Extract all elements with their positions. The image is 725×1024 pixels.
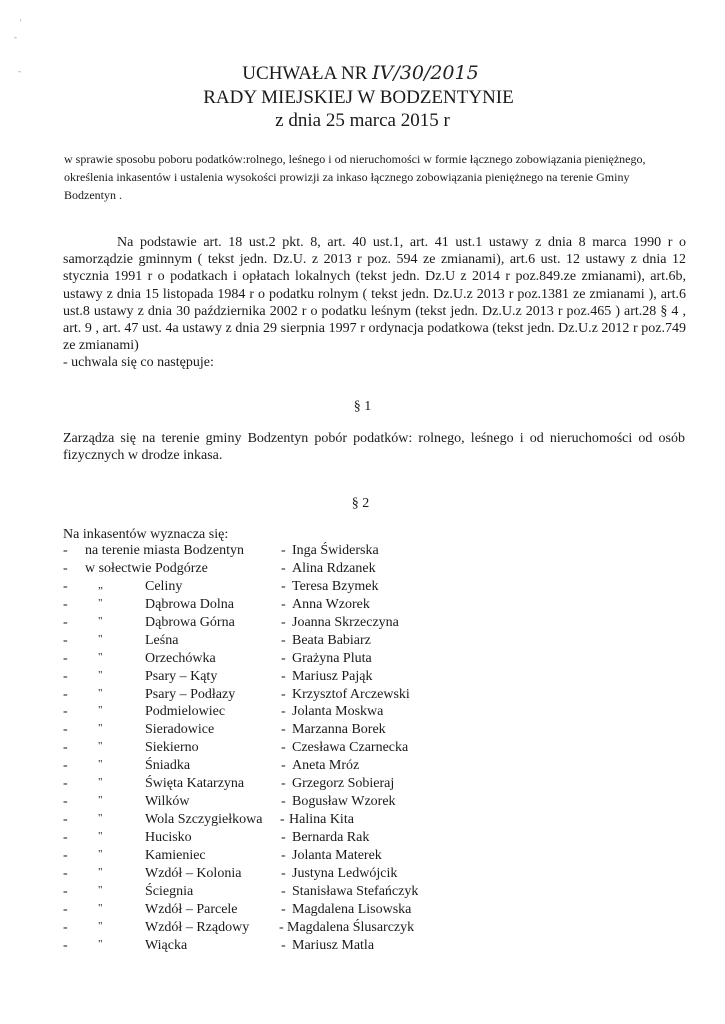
collector-row: [63, 651, 683, 669]
row-village: Ściegnia: [145, 883, 194, 899]
row-collector-name: Jolanta Moskwa: [292, 704, 384, 720]
resolution-title-text: UCHWAŁA NR: [242, 63, 373, 84]
row-dash: -: [63, 830, 68, 845]
row-village: Hucisko: [145, 830, 192, 845]
collector-row: [63, 579, 683, 597]
row-collector-name: Bernarda Rak: [292, 830, 370, 845]
row-separator: -: [281, 614, 286, 630]
ditto-mark: ": [98, 650, 103, 663]
row-collector-name: Beata Babiarz: [292, 632, 371, 648]
row-village: Dąbrowa Dolna: [145, 596, 235, 612]
section-2-heading: § 2: [351, 496, 370, 511]
row-collector-name: Magdalena Ślusarczyk: [287, 919, 415, 935]
section-1-text: Zarządza się na terenie gminy Bodzentyn pobór podatków: rolnego, leśnego i od nieruchomości od osób fizycznych w drodze inkasa.: [63, 431, 685, 463]
row-dash: -: [63, 632, 68, 648]
row-collector-name: Justyna Ledwójcik: [292, 865, 398, 881]
row-area-label: na terenie miasta Bodzentyn: [85, 543, 244, 558]
row-dash: -: [63, 937, 68, 953]
legal-basis-text: Na podstawie art. 18 ust.2 pkt. 8, art. 40 ust.1, art. 41 ust.1 ustawy z dnia 8 marca 1990 r o samorządzie gminnym ( tekst jedn. Dz.U. z 2013 r poz. 594 ze zmianami), art.6 ust. 12 ustawy z dnia 12 stycznia 1991 r o podatkach i opłatach lokalnych (tekst jedn. Dz.U z 2014 r poz.849.ze zmianami), art.6b, ustawy z dnia 15 listopada 1984 r o podatku rolnym ( tekst jedn. Dz.U.z 2013 r poz.1381 ze zmianami ), art.6 ust.8 ustawy z dnia 30 października 2002 r o podatku leśnym (tekst jedn. Dz.U.z 2013 r poz.465 ) art.28 § 4 , art. 9 , art. 47 ust. 4a ustawy z dnia 29 sierpnia 1997 r ordynacja podatkowa (tekst jedn. Dz.U.z 2012 r poz.749 ze zmianami): [63, 235, 686, 354]
row-village: Psary – Kąty: [145, 668, 218, 684]
row-dash: -: [63, 686, 68, 702]
row-village: Leśna: [145, 632, 179, 648]
row-collector-name: Grzegorz Sobieraj: [292, 776, 395, 792]
row-collector-name: Anna Wzorek: [292, 596, 370, 612]
collector-row: [63, 866, 683, 884]
resolution-subject: w sprawie sposobu poboru podatków:rolnego, leśnego i od nieruchomości w formie łącznego zobowiązania pieniężnego, określenia inkasentów i ustalenia wysokości prowizji za inkaso łącznego zobowiązania pieniężnego na terenie Gminy Bodzentyn .: [64, 152, 646, 202]
collector-row: [63, 884, 683, 902]
ditto-mark: ": [98, 614, 103, 627]
ditto-mark: ": [98, 758, 103, 771]
scan-speck: -: [14, 32, 17, 42]
row-dash: -: [63, 543, 68, 558]
row-village: Wola Szczygiełkowa: [145, 812, 263, 828]
ditto-mark: ": [98, 704, 103, 717]
row-dash: -: [63, 794, 68, 810]
ditto-mark: ": [98, 722, 103, 735]
row-village: Wzdół – Kolonia: [145, 865, 242, 881]
collector-row: [63, 812, 683, 830]
row-collector-name: Jolanta Materek: [292, 847, 382, 863]
ditto-mark: ": [98, 794, 103, 807]
row-collector-name: Stanisława Stefańczyk: [292, 883, 419, 899]
row-separator: -: [281, 883, 286, 899]
row-village: Sieradowice: [145, 722, 215, 738]
row-separator: -: [281, 937, 286, 953]
collector-row: [63, 543, 683, 561]
row-separator: -: [281, 668, 286, 684]
ditto-mark: ": [98, 865, 103, 878]
row-dash: -: [63, 883, 68, 899]
row-village: Celiny: [145, 578, 183, 594]
ditto-mark: ": [98, 919, 103, 932]
row-dash: -: [63, 865, 68, 881]
row-separator: -: [281, 704, 286, 720]
ditto-mark: ": [98, 830, 103, 842]
ditto-mark: ": [98, 901, 103, 914]
row-dash: -: [63, 847, 68, 863]
row-collector-name: Inga Świderska: [292, 543, 379, 558]
row-separator: -: [281, 686, 286, 702]
row-separator: -: [281, 740, 286, 756]
row-separator: -: [281, 901, 286, 917]
collector-row: [63, 722, 683, 740]
ditto-mark: „: [98, 578, 103, 591]
row-separator: -: [281, 776, 286, 792]
row-dash: -: [63, 704, 68, 720]
row-collector-name: Teresa Bzymek: [292, 578, 379, 594]
row-collector-name: Krzysztof Arczewski: [292, 686, 410, 702]
collector-row: [63, 687, 683, 705]
row-dash: -: [63, 560, 68, 576]
row-dash: -: [63, 722, 68, 738]
row-collector-name: Halina Kita: [289, 812, 354, 828]
ditto-mark: ": [98, 686, 103, 699]
row-separator: -: [281, 794, 286, 810]
row-separator: -: [280, 812, 285, 828]
section-1-heading: § 1: [353, 399, 372, 414]
row-dash: -: [63, 578, 68, 594]
collectors-list: [63, 543, 683, 956]
scan-speck: ': [20, 18, 22, 28]
row-collector-name: Czesława Czarnecka: [292, 740, 409, 756]
row-village: Wzdół – Parcele: [145, 901, 238, 917]
collector-row: [63, 669, 683, 687]
scan-speck: -: [18, 66, 21, 76]
resolution-number-handwritten: IV/30/2015: [372, 62, 479, 84]
row-separator: -: [281, 578, 286, 594]
collector-row: [63, 561, 683, 579]
collector-row: [63, 615, 683, 633]
ditto-mark: ": [98, 883, 103, 896]
row-village: Podmielowiec: [145, 704, 226, 720]
row-dash: -: [63, 650, 68, 666]
row-separator: -: [281, 560, 286, 576]
collector-row: [63, 938, 683, 956]
row-separator: -: [281, 847, 286, 863]
row-collector-name: Mariusz Matla: [292, 937, 375, 953]
legal-basis-conclusion: - uchwala się co następuje:: [63, 355, 214, 371]
collectors-intro: Na inkasentów wyznacza się:: [63, 527, 229, 542]
row-dash: -: [63, 901, 68, 917]
collector-row: [63, 794, 683, 812]
row-separator: -: [281, 596, 286, 612]
row-separator: -: [281, 865, 286, 881]
collector-row: [63, 776, 683, 794]
row-collector-name: Grażyna Pluta: [292, 650, 372, 666]
row-dash: -: [63, 668, 68, 684]
row-separator: -: [281, 632, 286, 648]
row-dash: -: [63, 758, 68, 774]
row-dash: -: [63, 812, 68, 828]
row-village: Śniadka: [145, 758, 191, 774]
ditto-mark: ": [98, 668, 103, 681]
row-collector-name: Marzanna Borek: [292, 722, 386, 738]
row-dash: -: [63, 919, 68, 935]
row-collector-name: Joanna Skrzeczyna: [292, 614, 399, 630]
ditto-mark: ": [98, 632, 103, 645]
collector-row: [63, 758, 683, 776]
ditto-mark: ": [98, 776, 103, 789]
collector-row: [63, 740, 683, 758]
row-dash: -: [63, 740, 68, 756]
row-separator: -: [281, 722, 286, 738]
row-village: Święta Katarzyna: [145, 776, 245, 792]
row-village: Psary – Podłazy: [145, 686, 236, 702]
collector-row: [63, 848, 683, 866]
row-area-label: w sołectwie Podgórze: [85, 560, 208, 576]
row-dash: -: [63, 596, 68, 612]
row-separator: -: [281, 758, 286, 774]
row-village: Siekierno: [145, 740, 199, 756]
row-separator: -: [281, 650, 286, 666]
row-collector-name: Alina Rdzanek: [292, 560, 376, 576]
row-village: Wilków: [145, 794, 190, 810]
row-collector-name: Aneta Mróz: [292, 758, 360, 774]
row-dash: -: [63, 614, 68, 630]
row-dash: -: [63, 776, 68, 792]
row-village: Kamieniec: [145, 847, 206, 863]
legal-basis: [63, 234, 686, 372]
collector-row: [63, 704, 683, 722]
collector-row: [63, 597, 683, 615]
council-name: RADY MIEJSKIEJ W BODZENTYNIE: [203, 87, 514, 108]
row-village: Orzechówka: [145, 650, 216, 666]
row-separator: -: [281, 830, 286, 845]
ditto-mark: ": [98, 847, 103, 860]
collector-row: [63, 920, 683, 938]
row-separator: -: [281, 543, 286, 558]
row-collector-name: Mariusz Pająk: [292, 668, 373, 684]
resolution-title: [0, 62, 723, 85]
collector-row: [63, 830, 683, 848]
row-collector-name: Magdalena Lisowska: [292, 901, 412, 917]
row-separator: -: [279, 919, 284, 935]
row-village: Wzdół – Rządowy: [145, 919, 250, 935]
row-village: Wiącka: [145, 937, 188, 953]
ditto-mark: ": [98, 812, 103, 825]
ditto-mark: ": [98, 596, 103, 609]
collector-row: [63, 633, 683, 651]
ditto-mark: ": [98, 937, 103, 950]
resolution-date: z dnia 25 marca 2015 r: [275, 110, 450, 131]
ditto-mark: ": [98, 740, 103, 753]
collector-row: [63, 902, 683, 920]
row-collector-name: Bogusław Wzorek: [292, 794, 396, 810]
row-village: Dąbrowa Górna: [145, 614, 235, 630]
